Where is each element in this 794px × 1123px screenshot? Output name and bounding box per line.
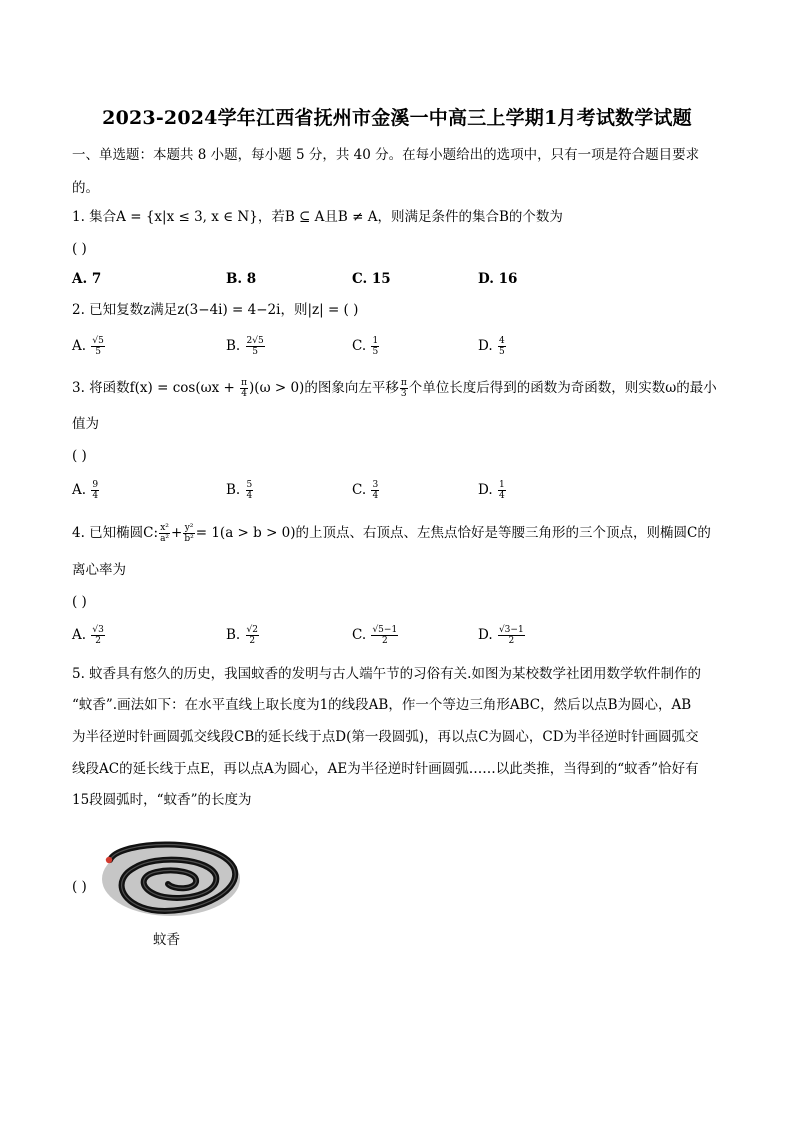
q3-option-a [72, 480, 100, 501]
q5-stem-line5: 15段圆弧时，“蚊香”的长度为 [72, 792, 252, 808]
q2-option-a-fraction [91, 336, 104, 357]
coil-lit-tip [106, 857, 112, 863]
q3-pi-den-4: 4 [241, 389, 247, 399]
q4-option-d-den: 2 [508, 636, 515, 646]
q2-option-c-label: C. [352, 338, 367, 354]
q3-option-a-label: A. [72, 482, 87, 498]
q5-stem-line2: “蚊香”.画法如下：在水平直线上取长度为1的线段AB，作一个等边三角形ABC，然后以点B为圆心，AB [72, 697, 692, 713]
q4-option-a-label: A. [72, 627, 87, 643]
q2-option-b [226, 336, 266, 357]
q4-option-c-label: C. [352, 627, 367, 643]
q4-option-b [226, 625, 260, 646]
q4-stem-part-a: 4. 已知椭圆C: [72, 525, 159, 541]
q3-option-d-fraction [498, 480, 506, 501]
q3-option-b-label: B. [226, 482, 241, 498]
q4-option-c-num: √5−1 [372, 625, 398, 635]
q3-option-c-den: 4 [372, 491, 379, 501]
q3-option-d-num: 1 [498, 480, 505, 490]
q3-option-d-den: 4 [498, 491, 505, 501]
q4-option-a-den: 2 [95, 636, 101, 646]
q3-option-b-den: 4 [246, 491, 253, 501]
q1-blank: ( ) [72, 241, 87, 257]
q3-stem-part-b: )(ω > 0)的图象向左平移 [249, 380, 399, 396]
q1-option-b: B. 8 [226, 271, 257, 287]
q4-option-c [352, 625, 399, 646]
q4-y2: y² [184, 523, 194, 533]
q3-option-c-label: C. [352, 482, 367, 498]
q3-stem-part-a: 3. 将函数f(x) = cos(ωx + [72, 380, 240, 396]
q4-stem-part-b: = 1(a > b > 0)的上顶点、右顶点、左焦点恰好是等腰三角形的三个顶点，则椭圆C的 [195, 525, 711, 541]
q3-option-c-fraction [371, 480, 379, 501]
q2-option-d-fraction [498, 336, 506, 357]
q2-option-a [72, 336, 106, 357]
q4-option-a [72, 625, 106, 646]
q4-option-a-fraction [91, 625, 104, 646]
q2-option-d-den: 5 [498, 347, 505, 357]
q2-option-c-den: 5 [372, 347, 379, 357]
q4-y2-over-b2 [183, 523, 194, 544]
q3-option-a-num: 9 [92, 480, 99, 490]
q2-option-a-num: √5 [92, 336, 104, 346]
q3-stem-part-c: 个单位长度后得到的函数为奇函数，则实数ω的最小 [408, 380, 717, 396]
q3-option-b-fraction [246, 480, 254, 501]
q3-option-b [226, 480, 254, 501]
figure-caption: 蚊香 [153, 932, 180, 948]
q4-option-d-fraction [498, 625, 525, 646]
q2-option-a-den: 5 [95, 347, 101, 357]
q2-option-d-num: 4 [498, 336, 505, 346]
q5-stem-line4: 线段AC的延长线于点E，再以点A为圆心，AE为半径逆时针画圆弧……以此类推，当得到的“蚊香”恰好有 [72, 761, 699, 777]
q4-option-d-label: D. [478, 627, 493, 643]
q3-option-c-num: 3 [372, 480, 379, 490]
q5-blank: ( ) [72, 879, 87, 895]
q4-option-d [478, 625, 526, 646]
q4-option-b-den: 2 [249, 636, 256, 646]
q3-blank: ( ) [72, 448, 87, 464]
q1-option-a: A. 7 [72, 271, 102, 287]
q4-x2: x² [160, 523, 169, 533]
q4-option-c-fraction [371, 625, 398, 646]
q3-pi-num-2: π [400, 378, 407, 388]
q2-option-c-num: 1 [372, 336, 379, 346]
q3-option-b-num: 5 [246, 480, 253, 490]
q2-stem: 2. 已知复数z满足z(3−4i) = 4−2i，则|z| = ( ) [72, 302, 359, 318]
q2-option-b-den: 5 [252, 347, 258, 357]
q4-option-b-label: B. [226, 627, 241, 643]
q3-option-d [478, 480, 507, 501]
q4-x2-over-a2 [159, 523, 170, 544]
q2-option-b-fraction [246, 336, 265, 357]
q3-option-d-label: D. [478, 482, 493, 498]
q1-option-c: C. 15 [352, 271, 391, 287]
q4-option-b-fraction [246, 625, 259, 646]
q4-option-b-num: √2 [246, 625, 258, 635]
q3-option-a-den: 4 [92, 491, 99, 501]
section-instructions-line1: 一、单选题：本题共 8 小题，每小题 5 分，共 40 分。在每小题给出的选项中，只有一项是符合题目要求 [72, 147, 700, 163]
q2-option-c-fraction [371, 336, 379, 357]
q3-stem-pi-over-4 [240, 378, 248, 399]
q1-option-d: D. 16 [478, 271, 518, 287]
q4-option-d-num: √3−1 [498, 625, 524, 635]
q4-option-a-num: √3 [92, 625, 104, 635]
q4-a2: a² [160, 534, 170, 544]
q2-option-d-label: D. [478, 338, 493, 354]
q3-stem-pi-over-3 [400, 378, 408, 399]
q3-stem [72, 378, 717, 399]
section-instructions-line2: 的。 [72, 180, 99, 196]
q2-option-b-label: B. [226, 338, 241, 354]
q4-plus: + [171, 525, 183, 541]
q2-option-a-label: A. [72, 338, 87, 354]
q3-option-a-fraction [91, 480, 99, 501]
q5-stem-line1: 5. 蚊香具有悠久的历史，我国蚊香的发明与古人端午节的习俗有关.如图为某校数学社团用数学软件制作的 [72, 666, 701, 682]
q2-option-c [352, 336, 380, 357]
q3-pi-num-1: π [241, 378, 248, 388]
q4-stem [72, 523, 711, 544]
q4-stem-line2: 离心率为 [72, 562, 126, 578]
q4-blank: ( ) [72, 594, 87, 610]
q5-stem-line3: 为半径逆时针画圆弧交线段CB的延长线于点D(第一段圆弧)，再以点C为圆心，CD为半径逆时针画圆弧交 [72, 729, 699, 745]
q4-b2: b² [184, 534, 194, 544]
q3-pi-den-3: 3 [400, 389, 407, 399]
q3-option-c [352, 480, 380, 501]
q3-stem-line2: 值为 [72, 416, 99, 432]
q1-stem: 1. 集合A = {x|x ≤ 3, x ∈ N}，若B ⊆ A且B ≠ A，则满足条件的集合B的个数为 [72, 209, 563, 225]
mosquito-coil-figure [98, 832, 244, 918]
page-title: 2023-2024学年江西省抚州市金溪一中高三上学期1月考试数学试题 [102, 107, 692, 129]
q2-option-b-num: 2√5 [246, 336, 264, 346]
q2-option-d [478, 336, 507, 357]
q4-option-c-den: 2 [381, 636, 388, 646]
